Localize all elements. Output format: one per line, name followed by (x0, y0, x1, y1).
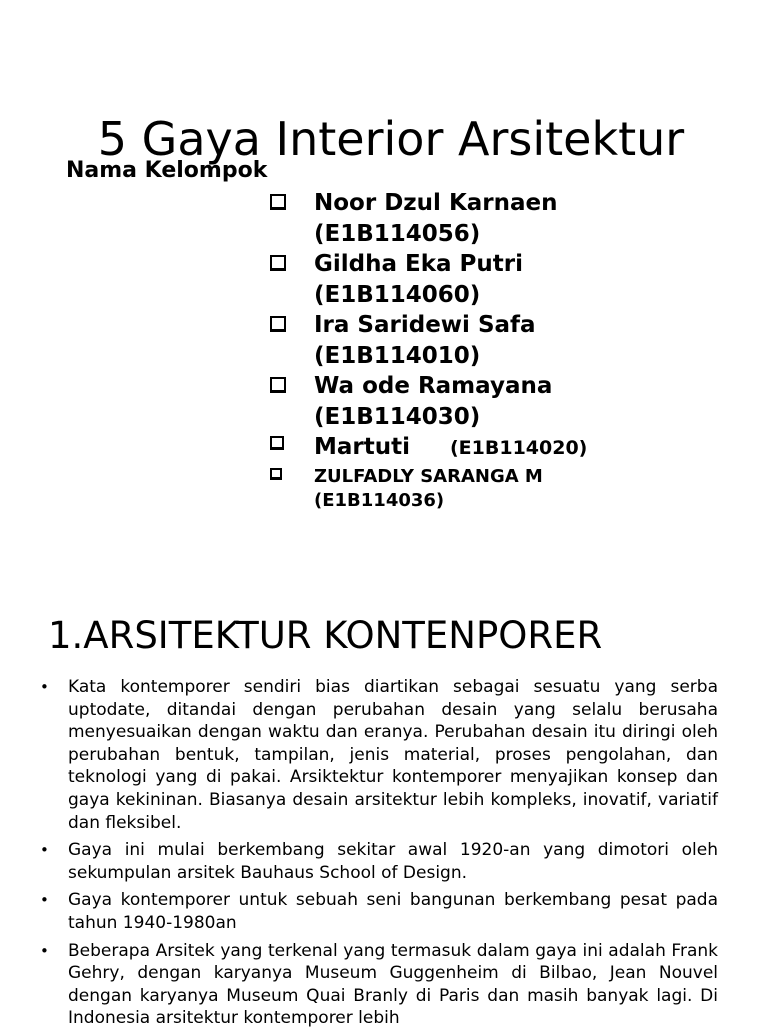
slide-content (0, 576, 768, 1029)
checkbox-square-icon (270, 377, 286, 393)
member-item (270, 432, 760, 463)
member-name: Wa ode Ramayana (314, 373, 553, 399)
member-item (270, 465, 760, 513)
member-id: (E1B114060) (314, 281, 481, 308)
bullet-text: Beberapa Arsitek yang terkenal yang termasuk dalam gaya ini adalah Frank Gehry, dengan karyanya Museum Guggenheim di Bilbao, Jean Nouvel dengan karyanya Museum Quai Branly di Paris dan masih banyak lagi. Di Indonesia arsitektur kontemporer lebih (68, 940, 718, 1029)
bullet-text: Gaya kontemporer untuk sebuah seni bangunan berkembang pesat pada tahun 1940-1980an (68, 890, 718, 933)
checkbox-square-icon (270, 436, 284, 450)
bullet-dot-icon: • (40, 941, 49, 960)
member-item (270, 249, 760, 310)
member-item (270, 371, 760, 432)
member-item (270, 310, 760, 371)
member-name: ZULFADLY SARANGA M (314, 466, 543, 487)
bullet-text: Gaya ini mulai berkembang sekitar awal 1920-an yang dimotori oleh sekumpulan arsitek Bauhaus School of Design. (68, 840, 718, 883)
member-name: Noor Dzul Karnaen (314, 190, 558, 216)
bullet-text: Kata kontemporer sendiri bias diartikan sebagai sesuatu yang serba uptodate, ditandai dengan perubahan desain yang selalu berusaha menyesuaikan dengan waktu dan eranya. Perubahan desain itu diringi oleh perubahan bentuk, tampilan, jenis material, proses pengolahan, dan teknologi yang di pakai. Arsiktektur kontemporer menyajikan konsep dan gaya kekininan. Biasanya desain arsitektur lebih kompleks, inovatif, variatif dan fleksibel. (68, 677, 718, 833)
member-id: (E1B114020) (450, 437, 588, 459)
group-label: Nama Kelompok (66, 158, 268, 183)
member-id: (E1B114010) (314, 342, 481, 369)
slide-content-heading: 1.ARSITEKTUR KONTENPORER (48, 614, 603, 657)
slide-title-heading: 5 Gaya Interior Arsitektur (97, 112, 685, 166)
bullet-item (40, 676, 718, 834)
checkbox-square-icon (270, 468, 282, 480)
bullet-dot-icon: • (40, 891, 49, 910)
member-name: Ira Saridewi Safa (314, 312, 536, 338)
bullet-item (40, 889, 718, 934)
member-name: Gildha Eka Putri (314, 251, 523, 277)
member-item (270, 188, 760, 249)
bullet-list (40, 676, 718, 1035)
member-id: (E1B114036) (314, 490, 445, 511)
checkbox-square-icon (270, 255, 286, 271)
bullet-dot-icon: • (40, 678, 49, 696)
bullet-item (40, 839, 718, 884)
bullet-item (40, 940, 718, 1030)
member-name: Martuti (314, 434, 410, 460)
bullet-dot-icon: • (40, 841, 49, 860)
member-id: (E1B114030) (314, 403, 481, 430)
checkbox-square-icon (270, 194, 286, 210)
checkbox-square-icon (270, 316, 286, 332)
member-id: (E1B114056) (314, 220, 481, 247)
member-list (270, 188, 760, 513)
